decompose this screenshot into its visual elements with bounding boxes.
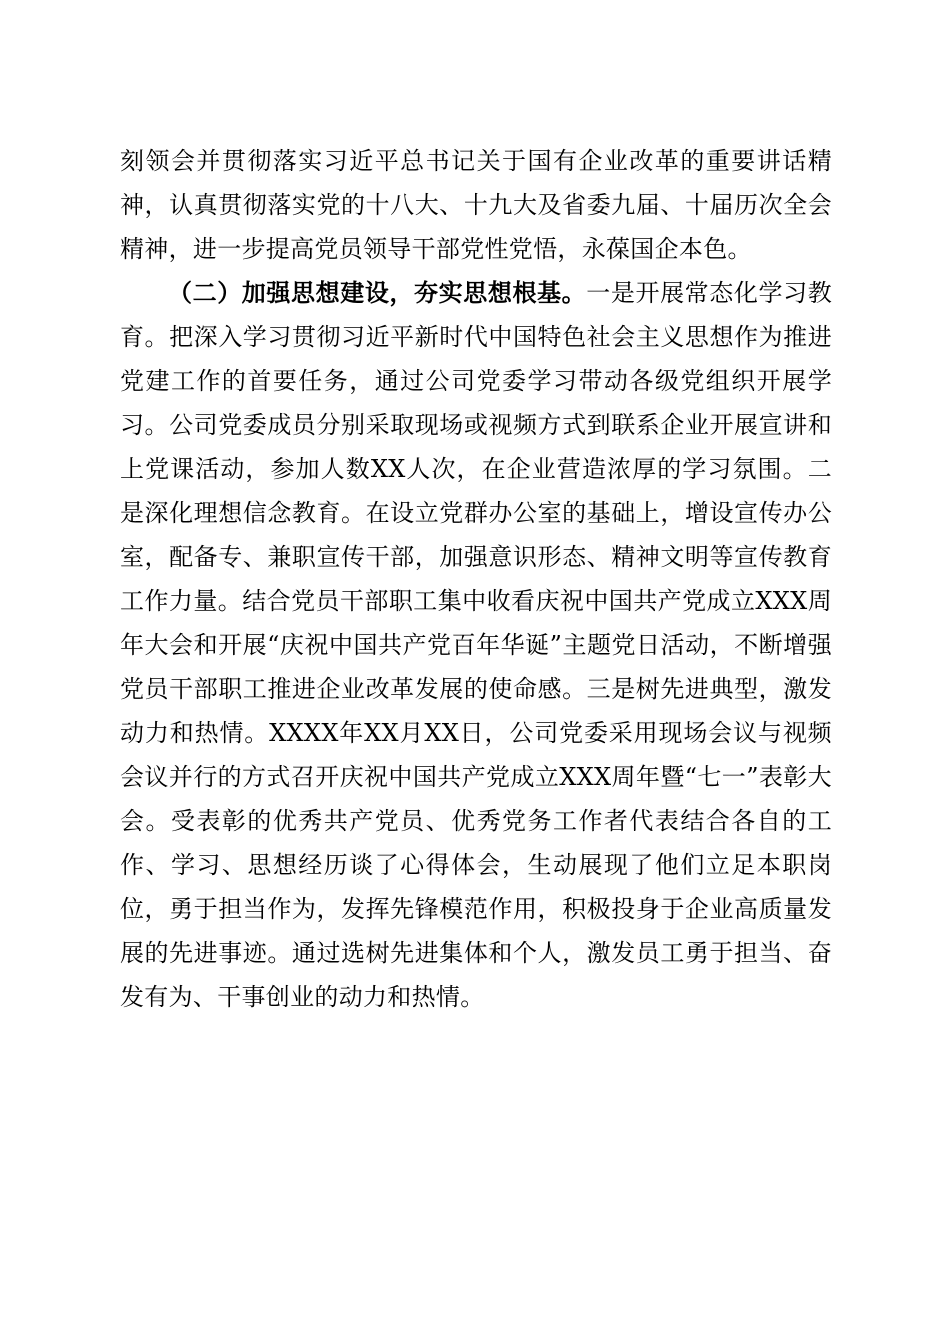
section-heading: （二）加强思想建设，夯实思想根基。: [168, 278, 587, 307]
document-body: [120, 139, 832, 1019]
paragraph-continuation: 刻领会并贯彻落实习近平总书记关于国有企业改革的重要讲话精神，认真贯彻落实党的十八大、十九大及省委九届、十届历次全会精神，进一步提高党员领导干部党性党悟，永葆国企本色。: [120, 147, 832, 263]
paragraph-thought-building: [120, 271, 832, 1019]
section-body: 一是开展常态化学习教育。把深入学习贯彻习近平新时代中国特色社会主义思想作为推进党建工作的首要任务，通过公司党委学习带动各级党组织开展学习。公司党委成员分别采取现场或视频方式到联系企业开展宣讲和上党课活动，参加人数XX人次，在企业营造浓厚的学习氛围。二是深化理想信念教育。在设立党群办公室的基础上，增设宣传办公室，配备专、兼职宣传干部，加强意识形态、精神文明等宣传教育工作力量。结合党员干部职工集中收看庆祝中国共产党成立XXX周年大会和开展“庆祝中国共产党百年华诞”主题党日活动，不断增强党员干部职工推进企业改革发展的使命感。三是树先进典型，激发动力和热情。XXXX年XX月XX日，公司党委采用现场会议与视频会议并行的方式召开庆祝中国共产党成立XXX周年暨“七一”表彰大会。受表彰的优秀共产党员、优秀党务工作者代表结合各自的工作、学习、思想经历谈了心得体会，生动展现了他们立足本职岗位，勇于担当作为，发挥先锋模范作用，积极投身于企业高质量发展的先进事迹。通过选树先进集体和个人，激发员工勇于担当、奋发有为、干事创业的动力和热情。: [120, 279, 832, 1011]
